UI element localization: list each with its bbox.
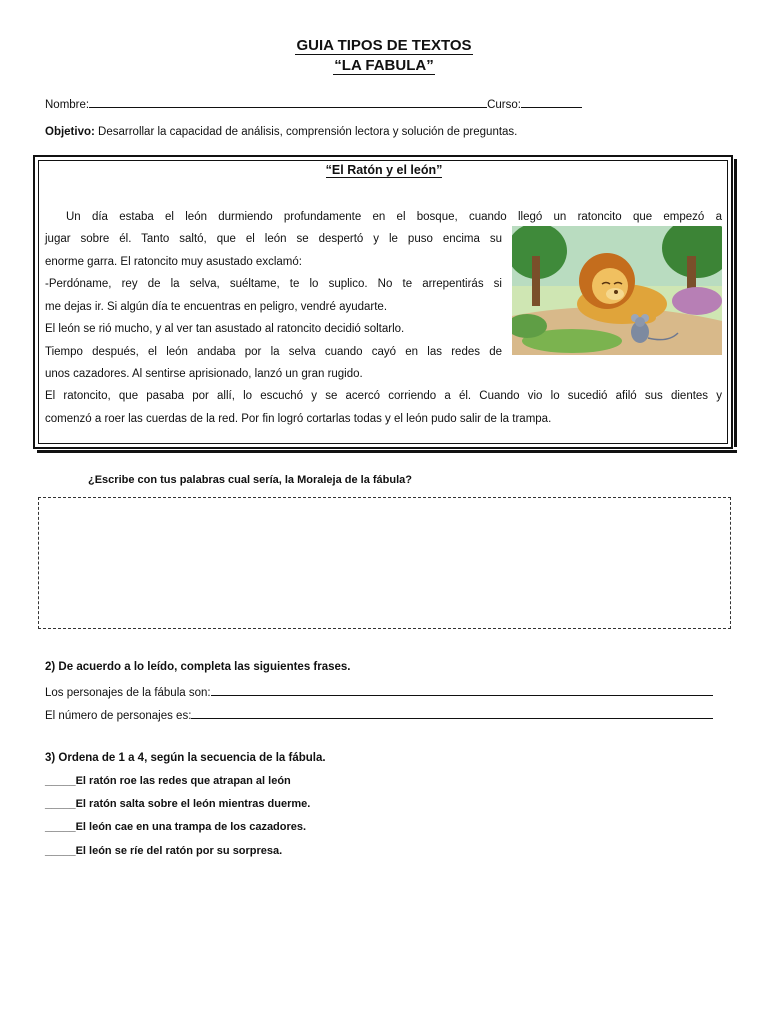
name-course-row: [45, 96, 582, 111]
story-line: -Perdóname, rey de la selva, suéltame, te lo suplico. No te arrepentirás si: [45, 278, 502, 290]
sequence-blank[interactable]: _____: [45, 821, 76, 833]
story-line: El ratoncito, que pasaba por allí, lo escuchó y se acercó corriendo a él. Cuando vio lo sucedió afiló sus dientes y: [45, 390, 722, 402]
sequence-text: El ratón roe las redes que atrapan al león: [75, 775, 291, 787]
objective: [45, 126, 517, 138]
sequence-item: [45, 775, 291, 787]
sequence-item: [45, 798, 310, 810]
count-row: [45, 707, 713, 722]
sequence-blank[interactable]: _____: [45, 798, 76, 810]
sequence-blank[interactable]: _____: [45, 775, 76, 787]
name-label: Nombre:: [45, 99, 90, 111]
story-line: jugar sobre él. Tanto saltó, que el león se despertó y le puso encima su: [45, 233, 502, 245]
sequence-text: El león cae en una trampa de los cazadores.: [75, 821, 307, 833]
count-field[interactable]: [191, 707, 713, 719]
story-line: unos cazadores. Al sentirse aprisionado, lanzó un gran rugido.: [45, 368, 363, 380]
question-2-heading: 2) De acuerdo a lo leído, completa las siguientes frases.: [45, 661, 351, 673]
story-title: “El Ratón y el león”: [325, 163, 443, 177]
story-line: comenzó a roer las cuerdas de la red. Por fin logró cortarlas todas y el león pudo salir de la trampa.: [45, 413, 552, 425]
course-field[interactable]: [521, 96, 582, 108]
sequence-text: El ratón salta sobre el león mientras duerme.: [75, 798, 311, 810]
characters-row: [45, 684, 713, 699]
page-title: GUIA TIPOS DE TEXTOS: [296, 37, 472, 54]
course-label: Curso:: [487, 99, 521, 111]
count-label: El número de personajes es:: [45, 710, 192, 722]
name-field[interactable]: [89, 96, 487, 108]
sequence-blank[interactable]: _____: [45, 845, 76, 857]
story-line: Un día estaba el león durmiendo profundamente en el bosque, cuando llegó un ratoncito que empezó a: [66, 211, 722, 223]
story-line: enorme garra. El ratoncito muy asustado exclamó:: [45, 256, 302, 268]
sequence-item: [45, 821, 306, 833]
lion-mouse-illustration: [512, 226, 722, 355]
characters-label: Los personajes de la fábula son:: [45, 687, 211, 699]
story-line: Tiempo después, el león andaba por la selva cuando cayó en las redes de: [45, 346, 502, 358]
question-3-heading: 3) Ordena de 1 a 4, según la secuencia de la fábula.: [45, 752, 326, 764]
characters-field[interactable]: [211, 684, 713, 696]
moraleja-answer-box[interactable]: [38, 497, 731, 629]
sequence-item: [45, 845, 282, 857]
objective-label: Objetivo:: [45, 126, 95, 138]
objective-text: Desarrollar la capacidad de análisis, comprensión lectora y solución de preguntas.: [94, 126, 518, 138]
story-line: me dejas ir. Si algún día te encuentras en peligro, vendré ayudarte.: [45, 301, 388, 313]
page-subtitle: “LA FABULA”: [334, 57, 434, 74]
story-line: El león se rió mucho, y al ver tan asustado al ratoncito decidió soltarlo.: [45, 323, 405, 335]
question-1: ¿Escribe con tus palabras cual sería, la Moraleja de la fábula?: [88, 474, 413, 486]
sequence-text: El león se ríe del ratón por su sorpresa.: [75, 845, 283, 857]
